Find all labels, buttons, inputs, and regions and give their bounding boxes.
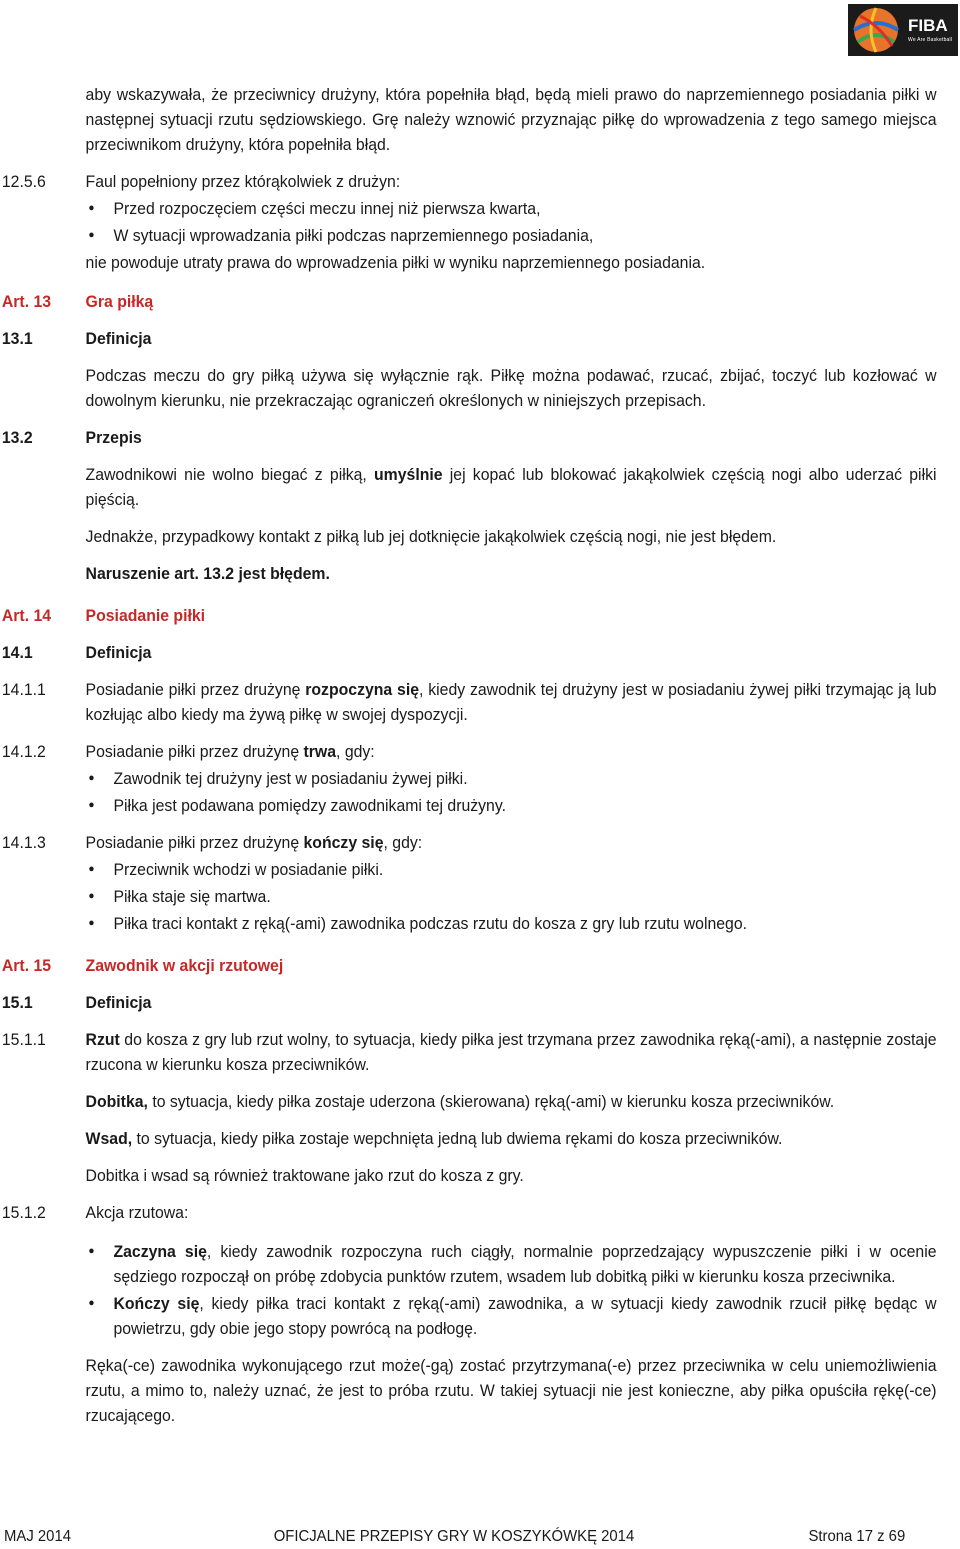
bullet-list — [0, 196, 939, 248]
section-12-5-6 — [0, 169, 939, 194]
logo-tagline: We Are Basketball — [908, 37, 953, 43]
paragraph: Wsad, to sytuacja, kiedy piłka zostaje wepchnięta jedną lub dwiema rękami do kosza przeciwników. — [85, 1129, 783, 1148]
section-title: Definicja — [85, 643, 152, 662]
paragraph: Naruszenie art. 13.2 jest błędem. — [85, 564, 330, 583]
list-item: ● Zaczyna się, kiedy zawodnik rozpoczyna ruch ciągły, normalnie poprzedzający wypuszczenie piłki i w ocenie sędziego rozpoczął on próbę zdobycia punktów rzutem, wsadem lub dobitką piłki w kierunku kosza przeciwnika. — [86, 1239, 937, 1289]
list-item: ● Przeciwnik wchodzi w posiadanie piłki. — [86, 857, 937, 882]
logo-wordmark: FIBA — [908, 16, 948, 35]
bullet-list — [0, 1239, 939, 1341]
article-number: Art. 14 — [1, 606, 52, 625]
section-intro: Faul popełniony przez którąkolwiek z drużyn: — [85, 172, 401, 191]
paragraph: Dobitka i wsad są również traktowane jako rzut do kosza z gry. — [85, 1166, 524, 1185]
article-number: Art. 13 — [1, 292, 52, 311]
paragraph: aby wskazywała, że przeciwnicy drużyny, która popełniła błąd, będą mieli prawo do naprzemiennego posiadania piłki w następnej sytuacji rzutu sędziowskiego. Grę należy wznowić przyznając piłkę do wprowadzenia z tego samego miejsca przeciwnikom drużyny, która popełniła błąd. — [85, 85, 937, 154]
section-number: 15.1 — [1, 993, 33, 1012]
section-title: Definicja — [85, 993, 152, 1012]
list-item: ● W sytuacji wprowadzania piłki podczas naprzemiennego posiadania, — [86, 223, 937, 248]
paragraph: Podczas meczu do gry piłką używa się wyłącznie rąk. Piłkę można podawać, rzucać, zbijać, toczyć lub kozłować w dowolnym kierunku, nie przekraczając ograniczeń określonych w niniejszych przepisach. — [85, 366, 937, 410]
section-13-2-heading — [0, 425, 939, 450]
paragraph: Dobitka, to sytuacja, kiedy piłka zostaje uderzona (skierowana) ręką(-ami) w kierunku kosza przeciwników. — [85, 1092, 835, 1111]
section-15-1-2 — [0, 1200, 939, 1225]
section-15-1-1: 15.1.1 Rzut do kosza z gry lub rzut wolny, to sytuacja, kiedy piłka jest trzymana przez zawodnika ręką(-ami), a następnie zostaje rzucona w kierunku kosza przeciwników. — [0, 1027, 939, 1077]
footer-title: OFICJALNE PRZEPISY GRY W KOSZYKÓWKĘ 2014 — [273, 1528, 635, 1545]
article-13-heading — [0, 289, 939, 314]
list-item: ● Piłka staje się martwa. — [86, 884, 937, 909]
fiba-logo — [848, 4, 958, 56]
section-number: 14.1.1 — [1, 680, 46, 699]
section-number: 15.1.2 — [1, 1203, 46, 1222]
list-item: ● Przed rozpoczęciem części meczu innej niż pierwsza kwarta, — [86, 196, 937, 221]
article-title: Posiadanie piłki — [85, 606, 206, 625]
bullet-list — [0, 766, 939, 818]
section-14-1-2: 14.1.2 Posiadanie piłki przez drużynę trwa, gdy: — [0, 739, 939, 764]
footer-date: MAJ 2014 — [4, 1528, 72, 1545]
document-content — [0, 82, 960, 1428]
article-14-heading — [0, 603, 939, 628]
section-number: 13.1 — [1, 329, 33, 348]
section-number: 14.1.3 — [1, 833, 46, 852]
section-14-1-3: 14.1.3 Posiadanie piłki przez drużynę kończy się, gdy: — [0, 830, 939, 855]
page-number: Strona 17 z 69 — [808, 1528, 906, 1545]
section-14-1-1: 14.1.1 Posiadanie piłki przez drużynę rozpoczyna się, kiedy zawodnik tej drużyny jest w posiadaniu żywej piłki trzymając ją lub kozłując albo kiedy ma żywą piłkę w swojej dyspozycji. — [0, 677, 939, 727]
article-number: Art. 15 — [1, 956, 52, 975]
section-15-1-heading — [0, 990, 939, 1015]
section-14-1-heading — [0, 640, 939, 665]
list-item: ● Kończy się, kiedy piłka traci kontakt z ręką(-ami) zawodnika, a w sytuacji kiedy zawodnik rzucił piłkę będąc w powietrzu, gdy obie jego stopy powrócą na podłogę. — [86, 1291, 937, 1341]
section-number: 12.5.6 — [1, 172, 46, 191]
section-intro: Akcja rzutowa: — [85, 1203, 189, 1222]
section-number: 14.1.2 — [1, 742, 46, 761]
paragraph: Ręka(-ce) zawodnika wykonującego rzut może(-gą) zostać przytrzymana(-e) przez przeciwnika w celu uniemożliwienia rzutu, a mimo to, należy uznać, że jest to próba rzutu. W takiej sytuacji nie jest konieczne, aby piłka opuściła rękę(-ce) rzucającego. — [85, 1356, 937, 1425]
list-item: ● Zawodnik tej drużyny jest w posiadaniu żywej piłki. — [86, 766, 937, 791]
section-number: 15.1.1 — [1, 1030, 46, 1049]
bullet-list — [0, 857, 939, 936]
list-item: ● Piłka traci kontakt z ręką(-ami) zawodnika podczas rzutu do kosza z gry lub rzutu wolnego. — [86, 911, 937, 936]
paragraph: Jednakże, przypadkowy kontakt z piłką lub jej dotknięcie jakąkolwiek częścią nogi, nie jest błędem. — [85, 527, 777, 546]
article-15-heading — [0, 953, 939, 978]
section-title: Definicja — [85, 329, 152, 348]
basketball-logo-icon — [850, 6, 902, 54]
section-13-1-heading — [0, 326, 939, 351]
paragraph: Zawodnikowi nie wolno biegać z piłką, umyślnie jej kopać lub blokować jakąkolwiek częścią nogi albo uderzać piłki pięścią. — [85, 465, 937, 509]
section-number: 13.2 — [1, 428, 33, 447]
article-title: Gra piłką — [85, 292, 154, 311]
section-title: Przepis — [85, 428, 142, 447]
article-title: Zawodnik w akcji rzutowej — [85, 956, 284, 975]
section-number: 14.1 — [1, 643, 33, 662]
paragraph: nie powoduje utraty prawa do wprowadzenia piłki w wyniku naprzemiennego posiadania. — [85, 253, 706, 272]
list-item: ● Piłka jest podawana pomiędzy zawodnikami tej drużyny. — [86, 793, 937, 818]
